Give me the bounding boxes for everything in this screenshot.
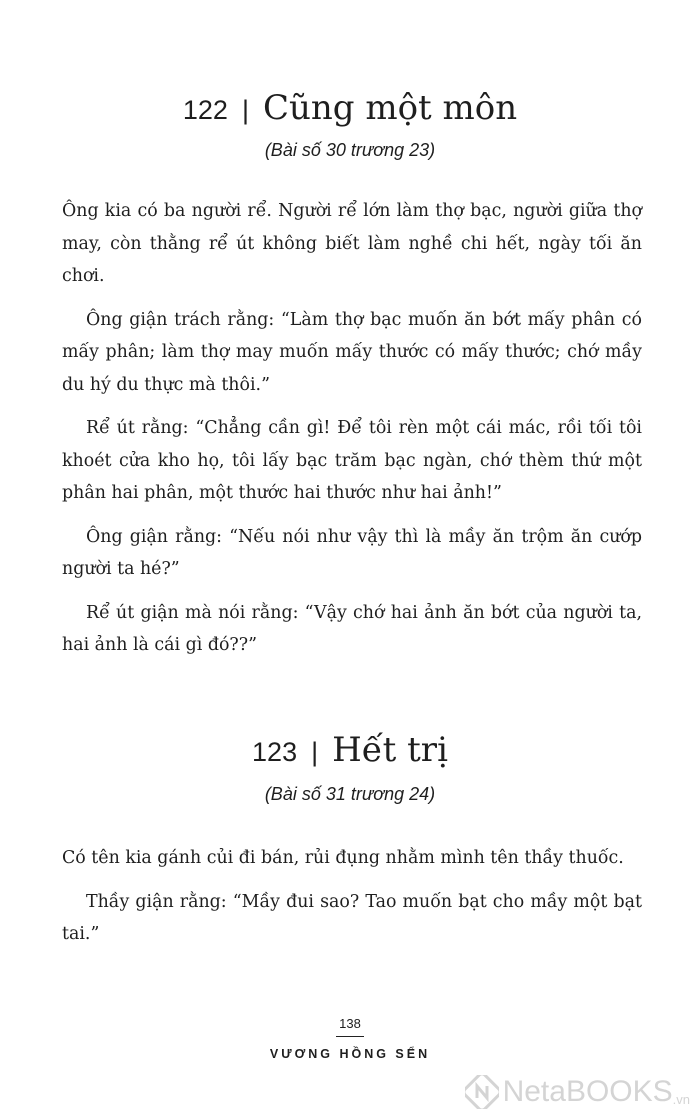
section-heading-123 — [0, 730, 700, 770]
netabooks-logo-icon — [465, 1075, 499, 1109]
section-separator: | — [311, 737, 319, 767]
watermark-brand: NetaBOOKS — [502, 1075, 673, 1108]
paragraph: Thầy giận rằng: “Mầy đui sao? Tao muốn bạt cho mầy một bạt tai.” — [62, 891, 642, 944]
section-heading-122 — [0, 88, 700, 128]
section-subtitle: (Bài số 30 trương 23) — [264, 140, 436, 160]
section-number: 123 — [252, 737, 298, 767]
section-body-123 — [62, 842, 642, 962]
section-title: Cũng một môn — [262, 88, 518, 128]
section-body-122 — [62, 195, 642, 673]
section-subtitle: (Bài số 31 trương 24) — [264, 784, 436, 804]
paragraph: Ông giận trách rằng: “Làm thợ bạc muốn ăn bớt mấy phân có mấy phân; làm thợ may muốn mấy thước có mấy thước; chớ mầy du hý du thực mà thôi.” — [62, 309, 642, 395]
section-title: Hết trị — [332, 730, 448, 770]
section-number: 122 — [182, 95, 228, 125]
paragraph: Rể út giận mà nói rằng: “Vậy chớ hai ảnh ăn bớt của người ta, hai ảnh là cái gì đó??” — [62, 602, 642, 655]
paragraph: Ông giận rằng: “Nếu nói như vậy thì là mầy ăn trộm ăn cướp người ta hé?” — [62, 526, 642, 579]
paragraph: Ông kia có ba người rể. Người rể lớn làm thợ bạc, người giữa thợ may, còn thằng rể út không biết làm nghề chi hết, ngày tối ăn chơi. — [62, 201, 642, 286]
paragraph: Có tên kia gánh củi đi bán, rủi đụng nhằm mình tên thầy thuốc. — [62, 848, 624, 868]
author-name: VƯƠNG HỒNG SỂN — [269, 1047, 431, 1061]
watermark — [465, 1075, 690, 1109]
paragraph: Rể út rằng: “Chẳng cần gì! Để tôi rèn một cái mác, rồi tối tôi khoét cửa kho họ, tôi lấy bạc trăm bạc ngàn, chớ thèm thứ một phân hai phân, một thước hai thước như hai ảnh!” — [62, 418, 642, 503]
watermark-suffix: .vn — [672, 1091, 690, 1107]
page-footer — [0, 1016, 700, 1061]
page-number: 138 — [339, 1016, 361, 1031]
footer-rule — [336, 1036, 364, 1037]
section-separator: | — [241, 95, 249, 125]
